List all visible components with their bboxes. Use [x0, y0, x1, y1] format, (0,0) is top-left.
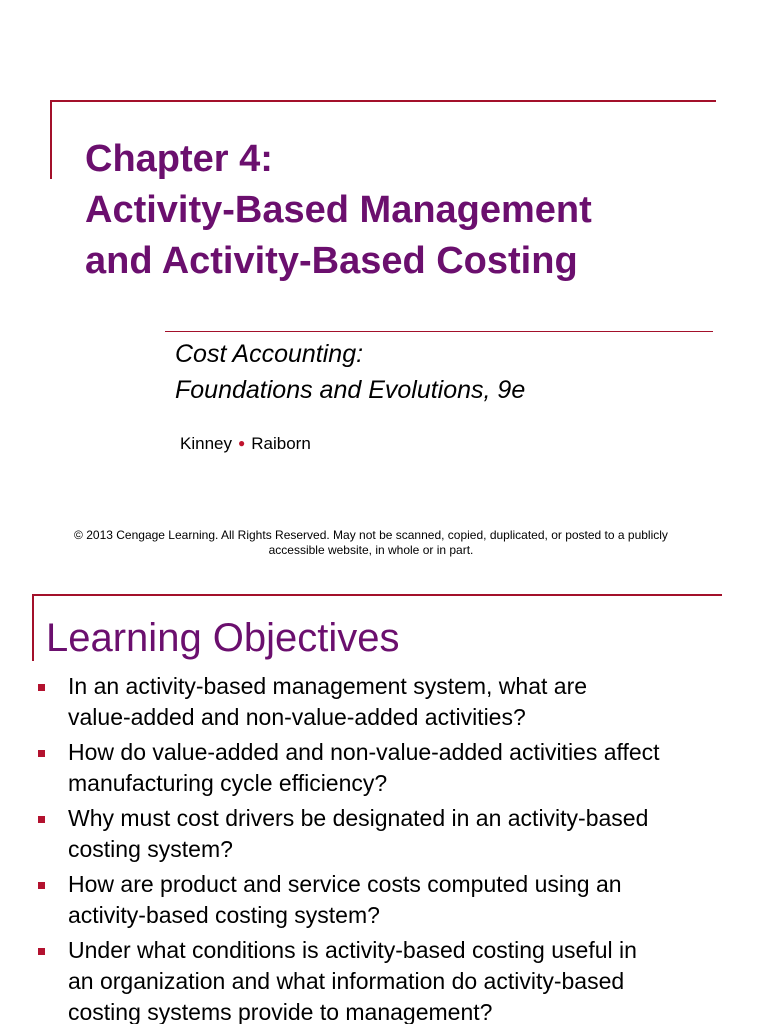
square-bullet-icon — [38, 882, 45, 889]
objective-text: How do value-added and non-value-added activities affect — [68, 739, 660, 765]
objectives-list — [36, 671, 746, 1024]
chapter-title-line: Chapter 4: — [85, 138, 273, 180]
book-subtitle-line: Foundations and Evolutions, 9e — [175, 376, 526, 404]
separator-dot-icon: ● — [237, 436, 246, 450]
objective-text: How are product and service costs computed using an — [68, 871, 622, 897]
objective-item — [36, 935, 746, 1024]
objective-text: Under what conditions is activity-based costing useful in — [68, 937, 637, 963]
objective-item — [36, 737, 746, 799]
objective-text: activity-based costing system? — [68, 902, 380, 928]
title-top-rule — [50, 100, 716, 102]
chapter-title — [85, 134, 725, 287]
objective-text: In an activity-based management system, what are — [68, 673, 588, 699]
square-bullet-icon — [38, 684, 45, 691]
objectives-left-rule — [32, 594, 34, 661]
objective-text: Why must cost drivers be designated in an activity-based — [68, 805, 649, 831]
copyright-line: accessible website, in whole or in part. — [268, 543, 474, 557]
title-left-rule — [50, 100, 52, 179]
author-name: Raiborn — [251, 434, 311, 453]
subtitle-rule — [165, 331, 713, 332]
book-subtitle — [175, 336, 525, 408]
objective-text: value-added and non-value-added activities? — [68, 704, 526, 730]
objective-text: costing system? — [68, 836, 233, 862]
objective-text: an organization and what information do activity-based — [68, 968, 625, 994]
book-subtitle-line: Cost Accounting: — [175, 340, 364, 368]
objectives-heading: Learning Objectives — [46, 616, 400, 660]
square-bullet-icon — [38, 750, 45, 757]
copyright-notice — [40, 528, 702, 558]
objectives-top-rule — [32, 594, 722, 596]
authors — [180, 432, 311, 455]
chapter-title-line: Activity-Based Management — [85, 189, 592, 231]
square-bullet-icon — [38, 816, 45, 823]
copyright-line: © 2013 Cengage Learning. All Rights Reserved. May not be scanned, copied, duplicated, or posted to a publicly — [74, 528, 668, 542]
author-name: Kinney — [180, 434, 232, 453]
objective-item — [36, 869, 746, 931]
objective-item — [36, 803, 746, 865]
square-bullet-icon — [38, 948, 45, 955]
objective-text: costing systems provide to management? — [68, 999, 493, 1024]
objective-text: manufacturing cycle efficiency? — [68, 770, 388, 796]
objective-item — [36, 671, 746, 733]
chapter-title-line: and Activity-Based Costing — [85, 240, 578, 282]
